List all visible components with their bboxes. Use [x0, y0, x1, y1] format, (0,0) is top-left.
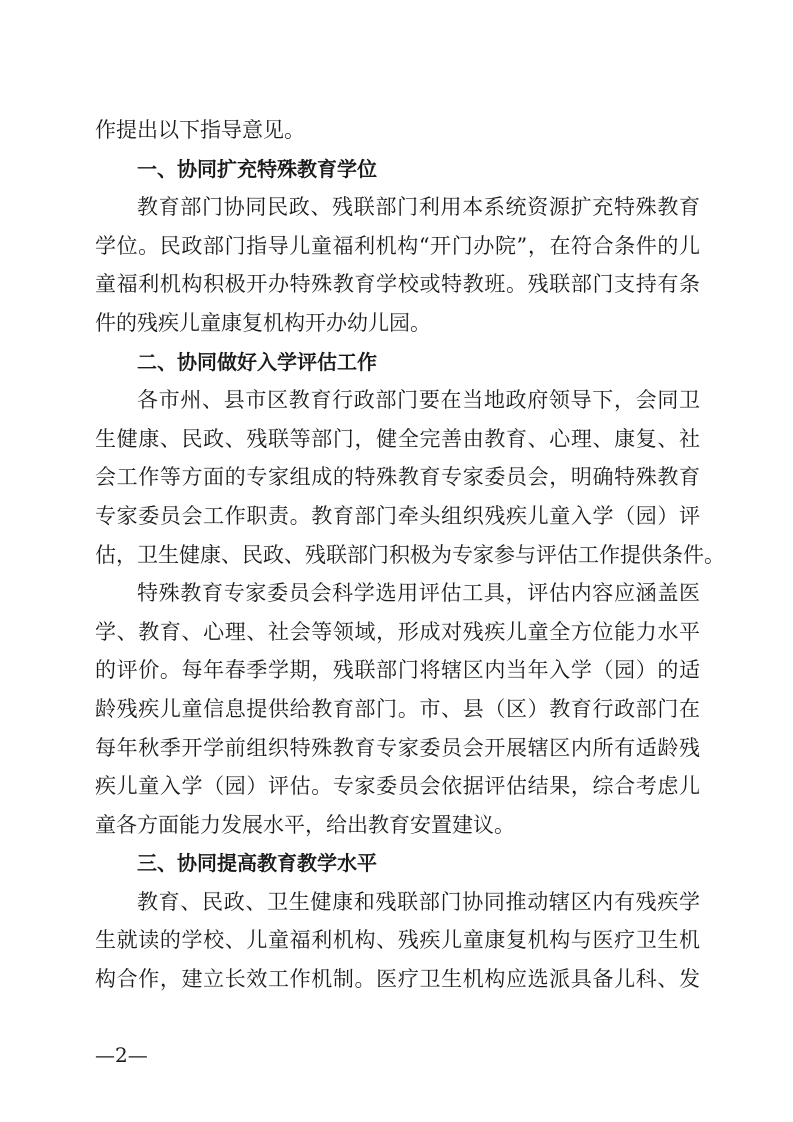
paragraph-line: 的评价。每年春季学期，残联部门将辖区内当年入学（园）的适: [95, 658, 700, 683]
paragraph-line: 龄残疾儿童信息提供给教育部门。市、县（区）教育行政部门在: [95, 696, 700, 721]
section-heading-1: 一、协同扩充特殊教育学位: [137, 156, 377, 181]
paragraph-line: 教育部门协同民政、残联部门利用本系统资源扩充特殊教育: [137, 195, 700, 220]
paragraph-line: 构合作，建立长效工作机制。医疗卫生机构应选派具备儿科、发: [95, 967, 700, 992]
paragraph-line: 特殊教育专家委员会科学选用评估工具，评估内容应涵盖医: [137, 581, 700, 606]
paragraph-line: 疾儿童入学（园）评估。专家委员会依据评估结果，综合考虑儿: [95, 774, 700, 799]
paragraph-line: 童各方面能力发展水平，给出教育安置建议。: [95, 812, 515, 837]
paragraph-line: 专家委员会工作职责。教育部门牵头组织残疾儿童入学（园）评: [95, 503, 700, 528]
paragraph-line: 童福利机构积极开办特殊教育学校或特教班。残联部门支持有条: [95, 272, 700, 297]
paragraph-line: 作提出以下指导意见。: [95, 118, 305, 142]
paragraph-line: 教育、民政、卫生健康和残联部门协同推动辖区内有残疾学: [137, 889, 700, 914]
paragraph-line: 各市州、县市区教育行政部门要在当地政府领导下，会同卫: [137, 388, 700, 413]
paragraph-line: 学、教育、心理、社会等领域，形成对残疾儿童全方位能力水平: [95, 619, 700, 644]
paragraph-line: 学位。民政部门指导儿童福利机构“开门办院”，在符合条件的儿: [95, 233, 700, 258]
section-heading-3: 三、协同提高教育教学水平: [137, 851, 377, 876]
paragraph-line: 会工作等方面的专家组成的特殊教育专家委员会，明确特殊教育: [95, 465, 700, 490]
section-heading-2: 二、协同做好入学评估工作: [137, 349, 377, 374]
paragraph-line: 生健康、民政、残联等部门，健全完善由教育、心理、康复、社: [95, 426, 700, 451]
paragraph-line: 每年秋季开学前组织特殊教育专家委员会开展辖区内所有适龄残: [95, 735, 700, 760]
page-number: —2—: [95, 1043, 148, 1067]
paragraph-line: 生就读的学校、儿童福利机构、残疾儿童康复机构与医疗卫生机: [95, 928, 700, 953]
paragraph-line: 估，卫生健康、民政、残联部门积极为专家参与评估工作提供条件。: [95, 542, 725, 567]
document-body: [95, 111, 725, 999]
paragraph-line: 件的残疾儿童康复机构开办幼儿园。: [95, 310, 431, 335]
